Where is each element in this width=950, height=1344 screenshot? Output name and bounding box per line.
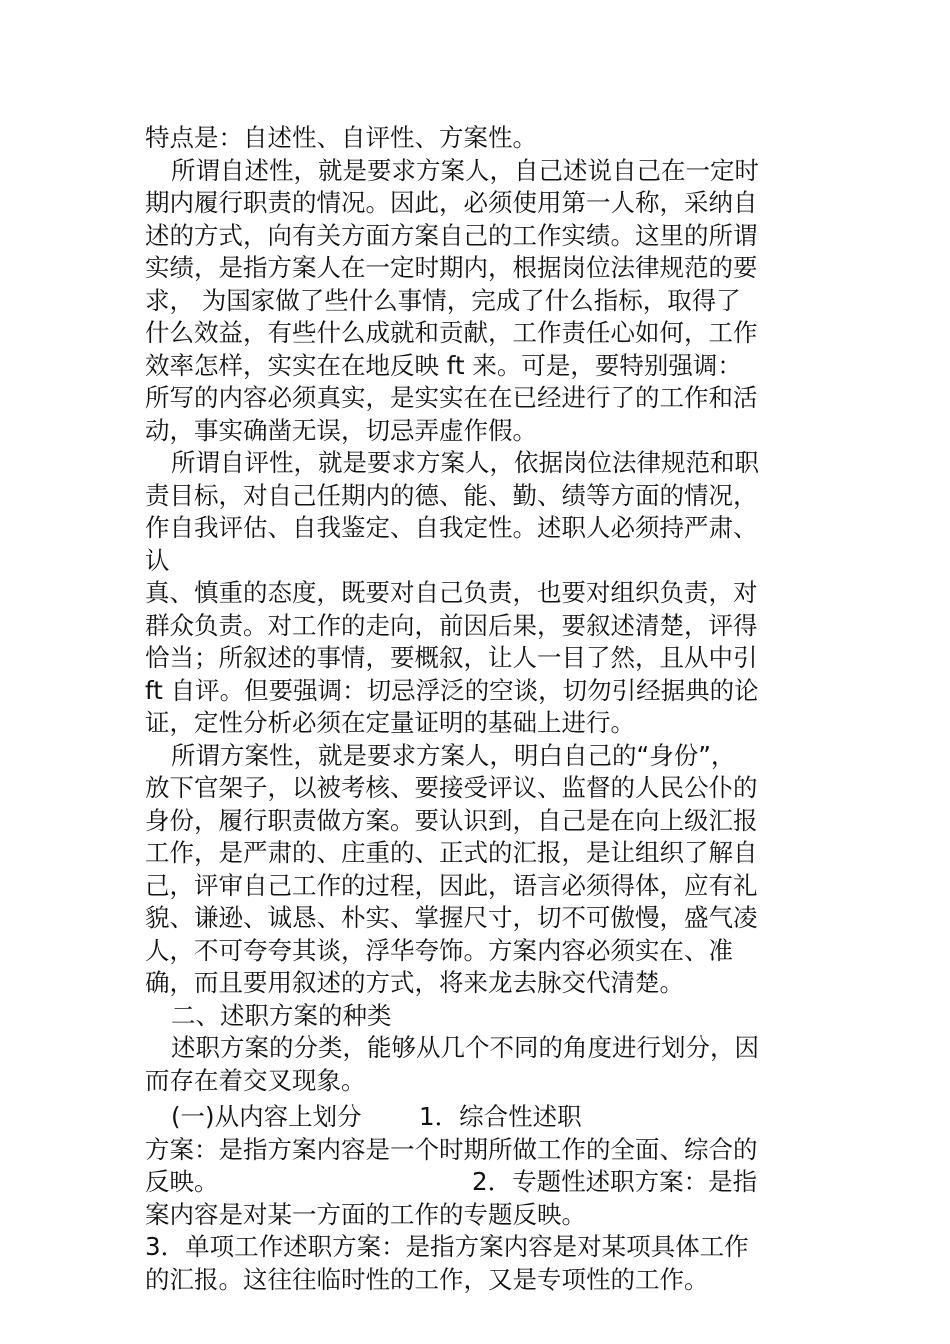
text-line: ft 自评。但要强调：切忌浮泛的空谈，切勿引经据典的论: [145, 675, 759, 705]
text-line: 貌、谦逊、诚恳、朴实、掌握尺寸，切不可傲慢，盛气凌: [145, 903, 758, 932]
document-page: [145, 122, 805, 1296]
text-line: 效率怎样，实实在在地反映 ft 来。可是，要特别强调：: [145, 350, 742, 380]
item-1-title: 1．综合性述职: [419, 1102, 582, 1131]
text-line: 特点是：自述性、自评性、方案性。: [145, 123, 537, 152]
text-line: 期内履行职责的情况。因此，必须使用第一人称，采纳自: [145, 188, 758, 217]
item-2-title: 2．专题性述职方案：是指: [472, 1167, 758, 1196]
text-line: 什么效益，有些什么成就和贡献，工作责任心如何，工作: [145, 318, 758, 347]
paragraph-classification-start: 述职方案的分类，能够从几个不同的角度进行划分，因: [171, 1033, 759, 1062]
subsection-heading: (一)从内容上划分: [171, 1102, 362, 1131]
paragraph-self-narration-start: 所谓自述性，就是要求方案人，自己述说自己在一定时: [171, 155, 759, 185]
text-line: 恰当；所叙述的事情，要概叙，让人一目了然，且从中引: [145, 643, 758, 672]
text-line: 而存在着交叉现象。: [145, 1065, 366, 1095]
text-line: 作自我评估、自我鉴定、自我定性。述职人必须持严肃、: [145, 513, 758, 542]
item-line: [145, 1166, 805, 1199]
text-line: 实绩，是指方案人在一定时期内，根据岗位法律规范的要: [145, 253, 758, 282]
text-fragment: 反映。: [145, 1167, 219, 1196]
paragraph-self-evaluation-start: 所谓自评性，就是要求方案人，依据岗位法律规范和职: [171, 448, 759, 477]
text-line: 群众负责。对工作的走向，前因后果，要叙述清楚，评得: [145, 610, 758, 640]
subsection-line: [145, 1101, 805, 1134]
text-line: 动，事实确凿无误，切忌弄虚作假。: [145, 415, 537, 445]
text-line: 工作，是严肃的、庄重的、正式的汇报，是让组织了解自: [145, 838, 758, 867]
text-line: 确，而且要用叙述的方式，将来龙去脉交代清楚。: [145, 968, 684, 997]
text-line: 的汇报。这往往临时性的工作，又是专项性的工作。: [145, 1264, 709, 1294]
text-line: 述的方式，向有关方面方案自己的工作实绩。这里的所谓: [145, 220, 758, 250]
text-line: 放下官架子，以被考核、要接受评议、监督的人民公仆的: [145, 773, 758, 802]
section-heading: 二、述职方案的种类: [171, 1000, 392, 1030]
paragraph-reporting-start: 所谓方案性，就是要求方案人，明白自己的“身份”，: [171, 740, 736, 770]
text-line: 案内容是对某一方面的工作的专题反映。: [145, 1199, 586, 1229]
text-line: 方案：是指方案内容是一个时期所做工作的全面、综合的: [145, 1134, 758, 1164]
text-line: 己，评审自己工作的过程，因此，语言必须得体，应有礼: [145, 870, 758, 900]
text-line: 认: [145, 545, 170, 575]
text-line: 证，定性分析必须在定量证明的基础上进行。: [145, 708, 635, 737]
text-line: 所写的内容必须真实，是实实在在已经进行了的工作和活: [145, 383, 758, 412]
item-3-title: 3．单项工作述职方案：是指方案内容是对某项具体工作: [145, 1232, 749, 1261]
text-line: 求， 为国家做了些什么事情，完成了什么指标，取得了: [145, 285, 741, 315]
text-line: 人，不可夸夸其谈，浮华夸饰。方案内容必须实在、准: [145, 935, 733, 965]
text-line: 责目标，对自己任期内的德、能、勤、绩等方面的情况，: [145, 480, 758, 510]
text-line: 真、慎重的态度，既要对自己负责，也要对组织负责，对: [145, 578, 758, 607]
text-line: 身份，履行职责做方案。要认识到，自己是在向上级汇报: [145, 805, 758, 835]
